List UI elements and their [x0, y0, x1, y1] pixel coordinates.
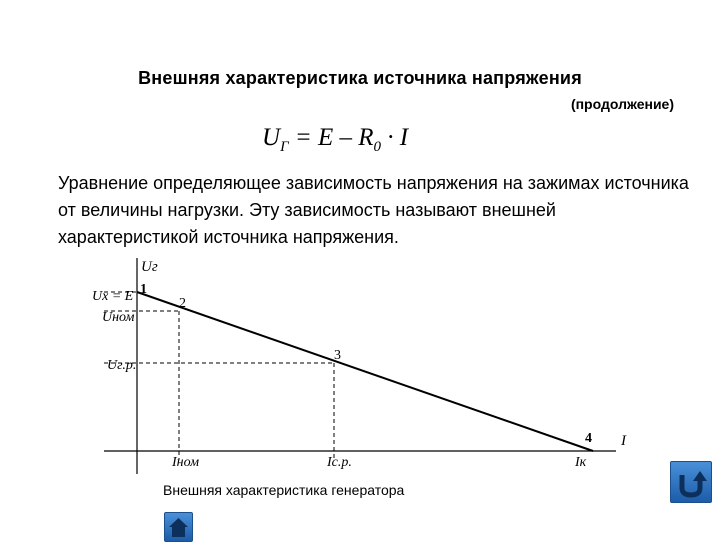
formula-lhs-sub: Г	[280, 139, 289, 155]
back-button[interactable]	[670, 461, 712, 503]
y-label-unom: Uном	[102, 310, 135, 325]
description-paragraph: Уравнение определяющее зависимость напряжения на зажимах источника от величины нагрузки. Эту зависимость называют внешней характеристикой источника напряжения.	[58, 173, 689, 247]
y-axis-label: Uг	[141, 259, 158, 275]
u-turn-arrow-icon	[671, 462, 711, 502]
formula-r-sub: 0	[373, 139, 382, 155]
x-label-ik: Iк	[575, 455, 587, 470]
home-button[interactable]	[164, 512, 193, 542]
diagram-caption: Внешняя характеристика генератора	[163, 482, 405, 498]
point-2: 2	[179, 296, 186, 311]
point-1: 1	[140, 282, 147, 297]
home-icon	[165, 513, 192, 541]
x-axis-label: I	[621, 433, 626, 449]
point-4: 4	[585, 431, 592, 446]
x-label-isr: Iс.р.	[327, 455, 352, 470]
point-3: 3	[334, 348, 341, 363]
x-label-inom: Iном	[172, 455, 200, 470]
formula-middle: = E – R	[288, 124, 374, 151]
formula-lhs: U	[262, 124, 281, 151]
y-label-uh: Uх = E	[92, 289, 134, 304]
characteristic-line	[137, 292, 593, 451]
formula-rhs: · I	[381, 124, 409, 151]
slide-subtitle: (продолжение)	[570, 96, 674, 112]
y-label-ugr: Uг.р.	[107, 358, 137, 373]
slide-title: Внешняя характеристика источника напряжения	[138, 68, 582, 88]
